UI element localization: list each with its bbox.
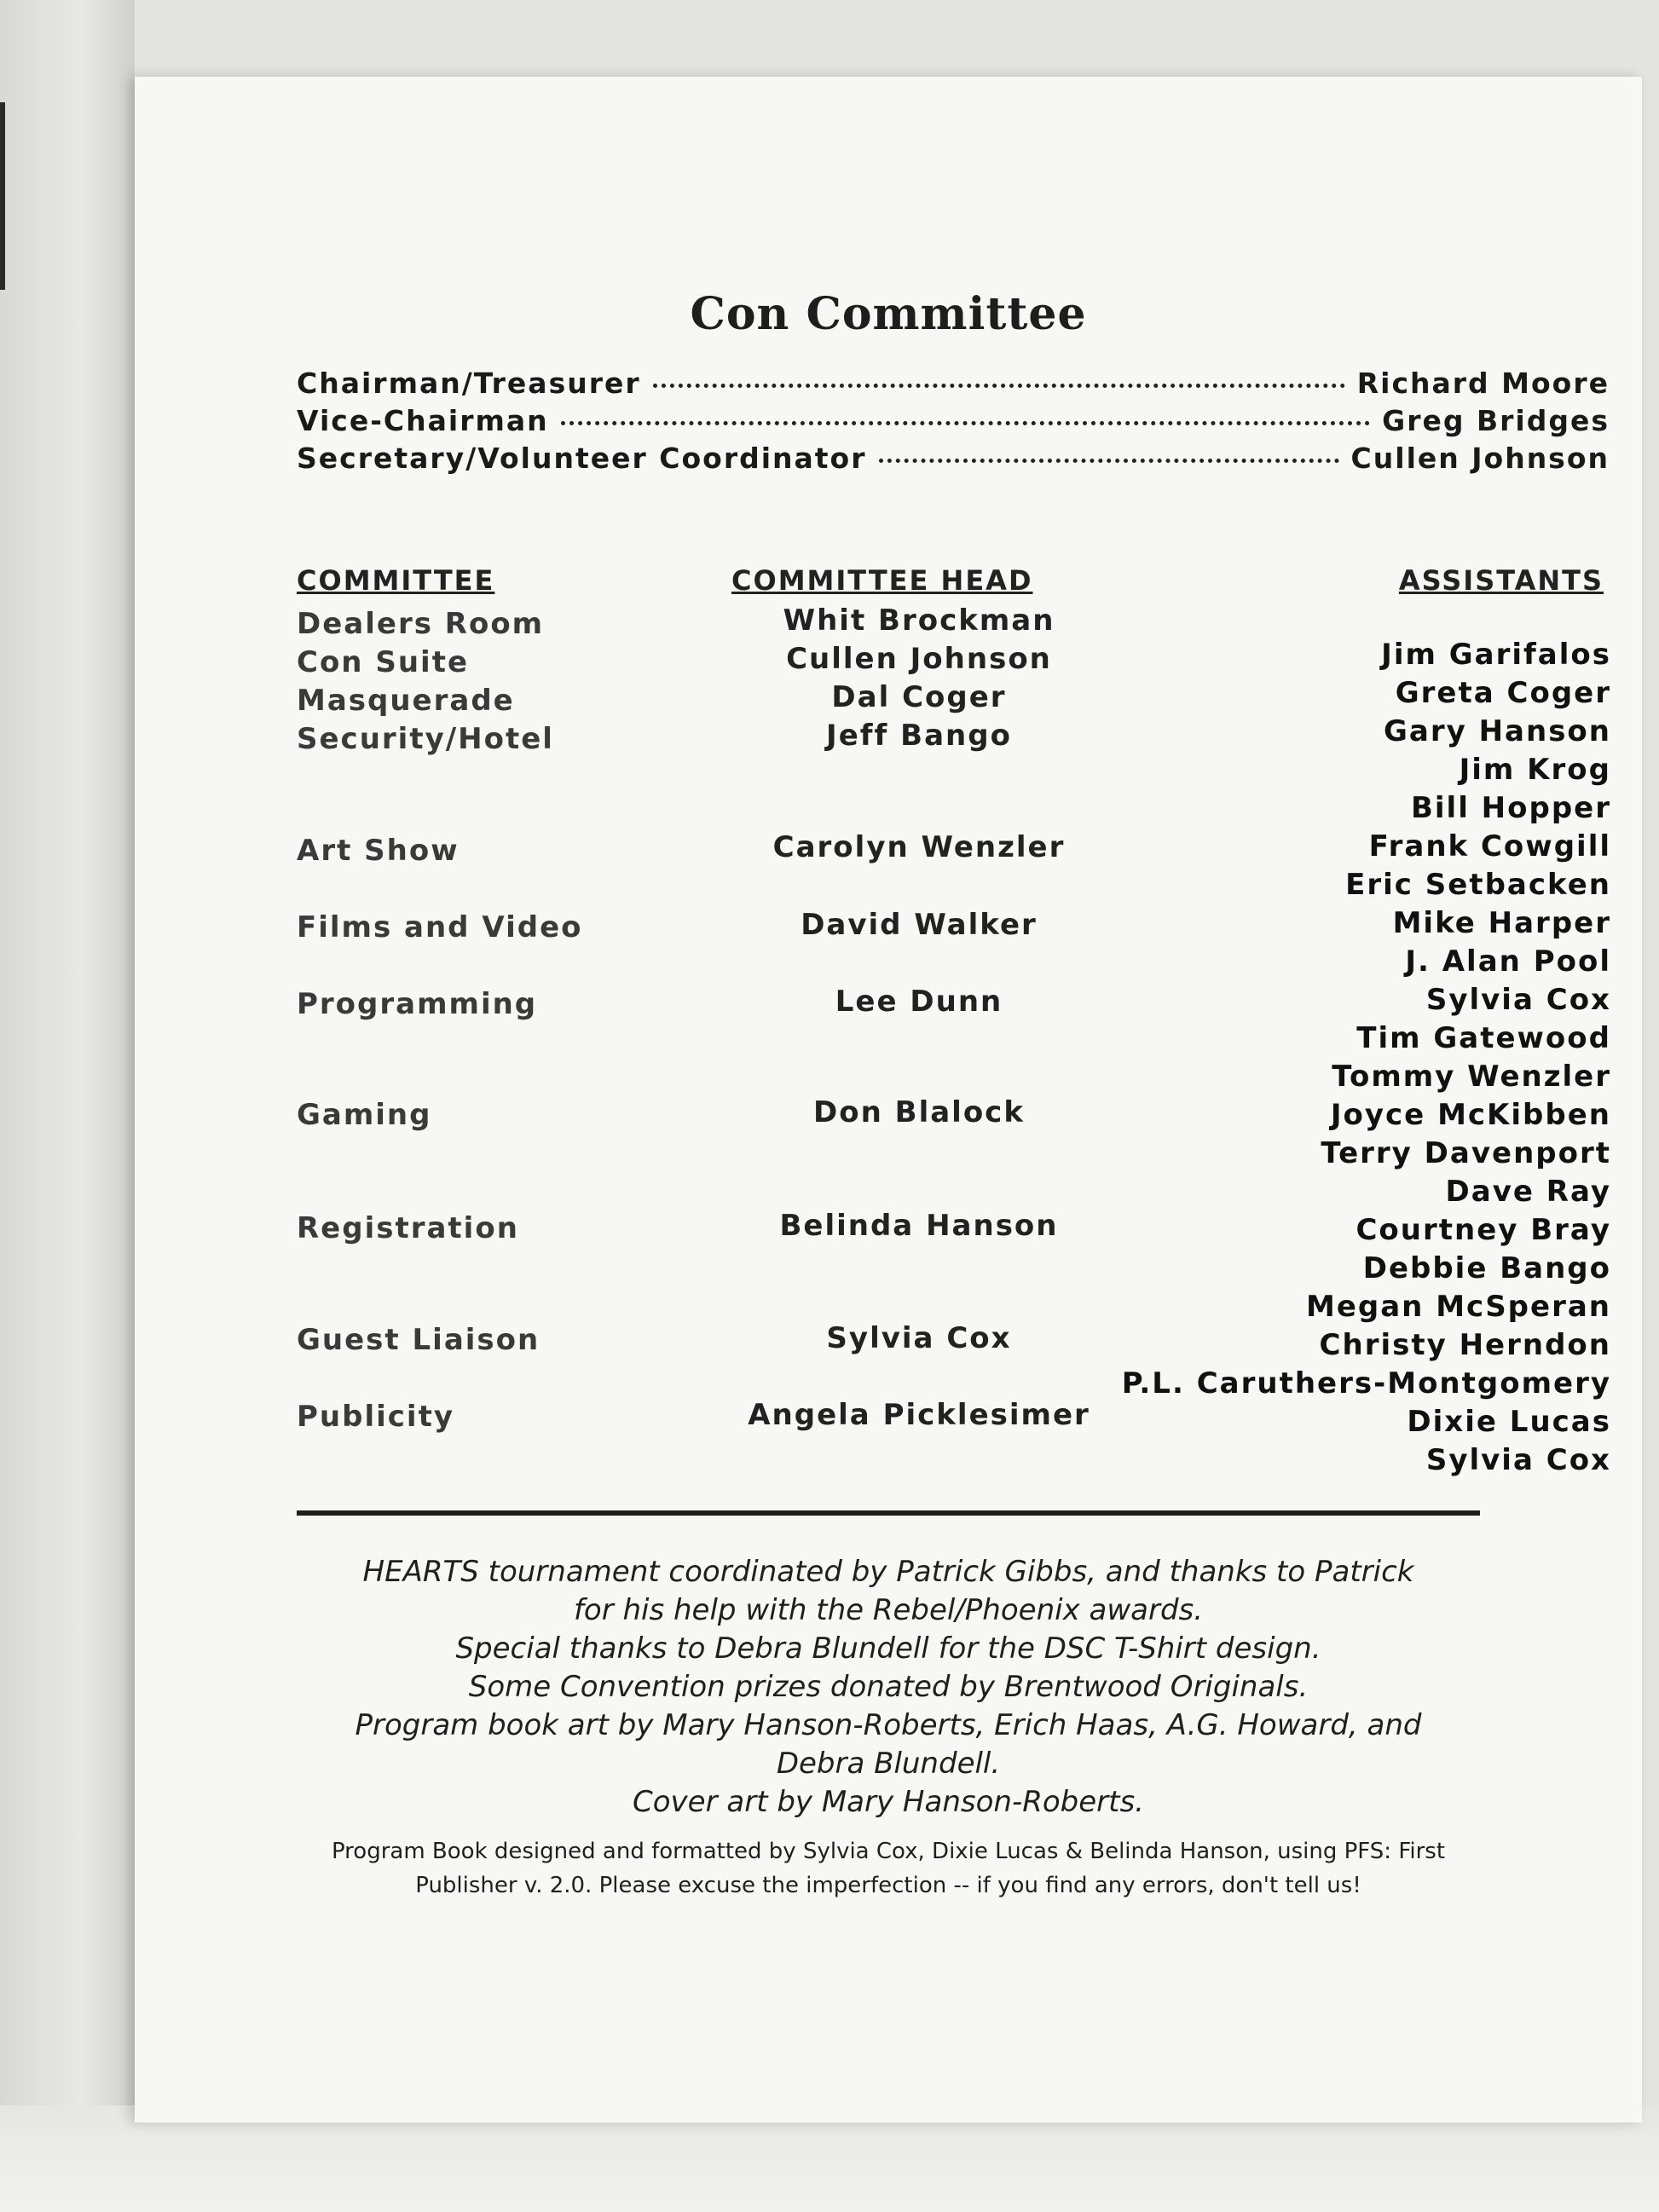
assistant-name: Courtney Bray <box>1356 1213 1611 1247</box>
page-title: Con Committee <box>690 288 1087 340</box>
officer-row <box>297 404 1610 442</box>
committee-head-name: Cullen Johnson <box>786 642 1052 676</box>
committee-name: Gaming <box>297 1098 432 1132</box>
design-note <box>297 1834 1480 1903</box>
officer-role: Vice-Chairman <box>297 404 549 437</box>
assistant-name: Frank Cowgill <box>1368 829 1611 863</box>
committee-head-name: Don Blalock <box>813 1095 1025 1129</box>
officer-name: Greg Bridges <box>1382 404 1610 437</box>
program-page <box>135 77 1642 2122</box>
committee-name: Security/Hotel <box>297 722 554 756</box>
officers-list <box>297 367 1610 479</box>
assistant-name: Sylvia Cox <box>1425 983 1611 1017</box>
committee-head-name: Lee Dunn <box>835 985 1003 1019</box>
committee-head-name: Carolyn Wenzler <box>772 830 1066 864</box>
dot-leader <box>561 421 1371 425</box>
credit-line: Cover art by Mary Hanson-Roberts. <box>633 1785 1144 1819</box>
assistant-name: Terry Davenport <box>1321 1136 1611 1170</box>
committee-head-name: Jeff Bango <box>826 719 1012 753</box>
committee-name: Art Show <box>297 834 460 868</box>
facing-page-edge <box>0 102 5 290</box>
credit-line: Special thanks to Debra Blundell for the DSC T-Shirt design. <box>455 1632 1321 1666</box>
credit-line: Program book art by Mary Hanson-Roberts, Erich Haas, A.G. Howard, and <box>355 1708 1422 1742</box>
assistant-name: Jim Garifalos <box>1381 638 1611 672</box>
committee-name: Con Suite <box>297 645 470 679</box>
credit-line: for his help with the Rebel/Phoenix awards. <box>573 1593 1204 1627</box>
footer-line: Publisher v. 2.0. Please excuse the imperfection -- if you find any errors, don't tell us! <box>415 1873 1361 1898</box>
assistant-name: Bill Hopper <box>1410 791 1611 825</box>
assistant-name: Megan McSperan <box>1305 1290 1611 1324</box>
officer-row <box>297 367 1610 404</box>
dot-leader <box>879 459 1339 463</box>
committee-head-name: Dal Coger <box>831 680 1007 714</box>
dot-leader <box>653 384 1345 388</box>
credits-block <box>297 1553 1480 1822</box>
committee-name: Dealers Room <box>297 607 545 641</box>
footer-line: Program Book designed and formatted by Sylvia Cox, Dixie Lucas & Belinda Hanson, using PFS: First <box>331 1839 1446 1864</box>
assistant-name: Eric Setbacken <box>1345 868 1611 902</box>
committee-name: Films and Video <box>297 910 583 944</box>
officer-role: Secretary/Volunteer Coordinator <box>297 442 867 475</box>
committee-column-header: COMMITTEE <box>297 564 495 597</box>
committee-head-name: David Walker <box>801 908 1038 942</box>
officer-name: Cullen Johnson <box>1350 442 1610 475</box>
assistant-name: Mike Harper <box>1392 906 1611 940</box>
officer-name: Richard Moore <box>1356 367 1610 400</box>
credit-line: HEARTS tournament coordinated by Patrick Gibbs, and thanks to Patrick <box>362 1555 1414 1589</box>
credit-line: Some Convention prizes donated by Brentwood Originals. <box>468 1670 1309 1704</box>
credit-line: Debra Blundell. <box>776 1747 1001 1781</box>
assistant-name: Greta Coger <box>1395 676 1611 710</box>
assistant-name: Jim Krog <box>1459 753 1611 787</box>
assistant-name: Joyce McKibben <box>1330 1098 1611 1132</box>
assistants-column-header: ASSISTANTS <box>1398 564 1604 597</box>
committee-head-name: Whit Brockman <box>783 604 1055 638</box>
committee-head-name: Sylvia Cox <box>826 1321 1012 1355</box>
assistant-name: P.L. Caruthers-Montgomery <box>1121 1366 1611 1401</box>
assistant-name: Christy Herndon <box>1319 1328 1611 1362</box>
section-divider <box>297 1510 1480 1516</box>
assistant-name: Sylvia Cox <box>1425 1443 1611 1477</box>
committee-head-name: Angela Picklesimer <box>748 1398 1090 1432</box>
assistant-name: Debbie Bango <box>1362 1251 1611 1285</box>
committee-name: Programming <box>297 987 538 1021</box>
assistant-name: Gary Hanson <box>1383 714 1611 748</box>
officer-role: Chairman/Treasurer <box>297 367 641 400</box>
committee-name: Guest Liaison <box>297 1323 540 1357</box>
assistant-name: Dave Ray <box>1445 1175 1611 1209</box>
assistant-name: Tommy Wenzler <box>1332 1060 1611 1094</box>
assistant-name: Dixie Lucas <box>1407 1405 1611 1439</box>
officer-row <box>297 442 1610 479</box>
committee-name: Registration <box>297 1211 519 1245</box>
facing-page <box>0 0 135 2212</box>
committee-head-column-header: COMMITTEE HEAD <box>731 564 1033 597</box>
committee-head-name: Belinda Hanson <box>779 1209 1059 1243</box>
committee-name: Masquerade <box>297 684 515 718</box>
assistant-name: J. Alan Pool <box>1405 944 1611 979</box>
assistant-name: Tim Gatewood <box>1356 1021 1611 1055</box>
committee-name: Publicity <box>297 1400 454 1434</box>
